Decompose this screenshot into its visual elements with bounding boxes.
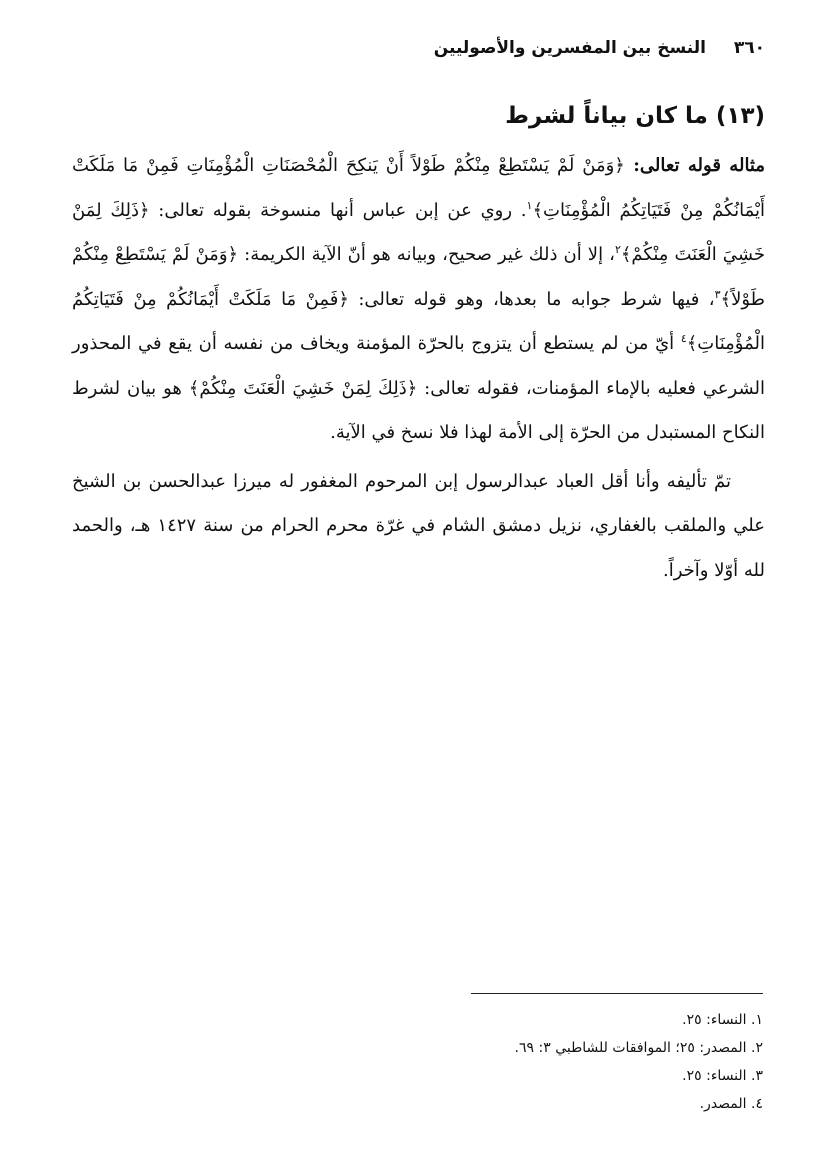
paragraph-lead: مثاله قوله تعالى: [624, 155, 766, 176]
quran-quote: ﴿ذَلِكَ لِمَنْ خَشِيَ الْعَنَتَ مِنْكُمْ﴾ [72, 199, 765, 265]
paragraph-colophon: تمّ تأليفه وأنا أقل العباد عبدالرسول إبن المرحوم المغفور له ميرزا عبدالحسن بن الشيخ علي والملقب بالغفاري، نزيل دمشق الشام في غرّة محرم الحرام من سنة ١٤٢٧ هـ، والحمد لله أوّلا وآخراً. [72, 470, 765, 581]
quran-quote: ﴿ذَلِكَ لِمَنْ خَشِيَ الْعَنَتَ مِنْكُمْ﴾ [188, 377, 418, 399]
running-title: النسخ بين المفسرين والأصوليين [433, 38, 706, 58]
page-number: ٣٦٠ [733, 38, 765, 58]
quran-quote: ﴿فَمِنْ مَا مَلَكَتْ أَيْمَانُكُمْ مِنْ فَتَيَاتِكُمُ الْمُؤْمِنَاتِ﴾ [72, 288, 765, 354]
footnote-item: ٣. النساء: ٢٥. [682, 1068, 763, 1084]
section-heading: (١٣) ما كان بياناً لشرط [505, 103, 765, 129]
paragraph-text: . روي عن إبن عباس أنها منسوخة بقوله تعالى: [149, 199, 527, 221]
footnote-item: ١. النساء: ٢٥. [682, 1012, 763, 1028]
paragraph-text: أيّ من لم يستطع أن يتزوج بالحرّة المؤمنة ويخاف من نفسه أن يقع في المحذور الشرعي فعليه بالإماء المؤمنات، فقوله تعالى: [72, 333, 766, 399]
footnote-item: ٢. المصدر: ٢٥؛ الموافقات للشاطبي ٣: ٦٩. [514, 1040, 763, 1056]
paragraph-text: ، إلا أن ذلك غير صحيح، وبيانه هو أنّ الآية الكريمة: [238, 244, 615, 265]
quran-quote: ﴿وَمَنْ لَمْ يَسْتَطِعْ مِنْكُمْ طَوْلاً أَنْ يَنكِحَ الْمُحْصَنَاتِ الْمُؤْمِنَاتِ فَمِنْ مَا مَلَكَتْ أَيْمَانُكُمْ مِنْ فَتَيَاتِكُمُ الْمُؤْمِنَاتِ﴾ [72, 155, 765, 221]
quran-quote: ﴿وَمَنْ لَمْ يَسْتَطِعْ مِنْكُمْ طَوْلاً﴾ [72, 244, 765, 310]
footnotes-list [72, 1006, 763, 1118]
paragraph-text: ، فيها شرط جوابه ما بعدها، وهو قوله تعالى: [348, 288, 715, 310]
paragraph-text: هو بيان لشرط النكاح المستبدل من الحرّة إلى الأمة لهذا فلا نسخ في الآية. [72, 377, 765, 443]
running-header [72, 38, 765, 78]
body-text [72, 144, 765, 593]
paragraph-main [72, 144, 765, 456]
footnote-divider [471, 993, 763, 994]
footnote-marker[interactable]: ١ [526, 198, 533, 212]
footnote-marker[interactable]: ٢ [614, 243, 621, 256]
footnote-item: ٤. المصدر. [699, 1096, 763, 1112]
footnote-marker[interactable]: ٤ [680, 332, 687, 345]
footnote-marker[interactable]: ٣ [714, 287, 721, 301]
